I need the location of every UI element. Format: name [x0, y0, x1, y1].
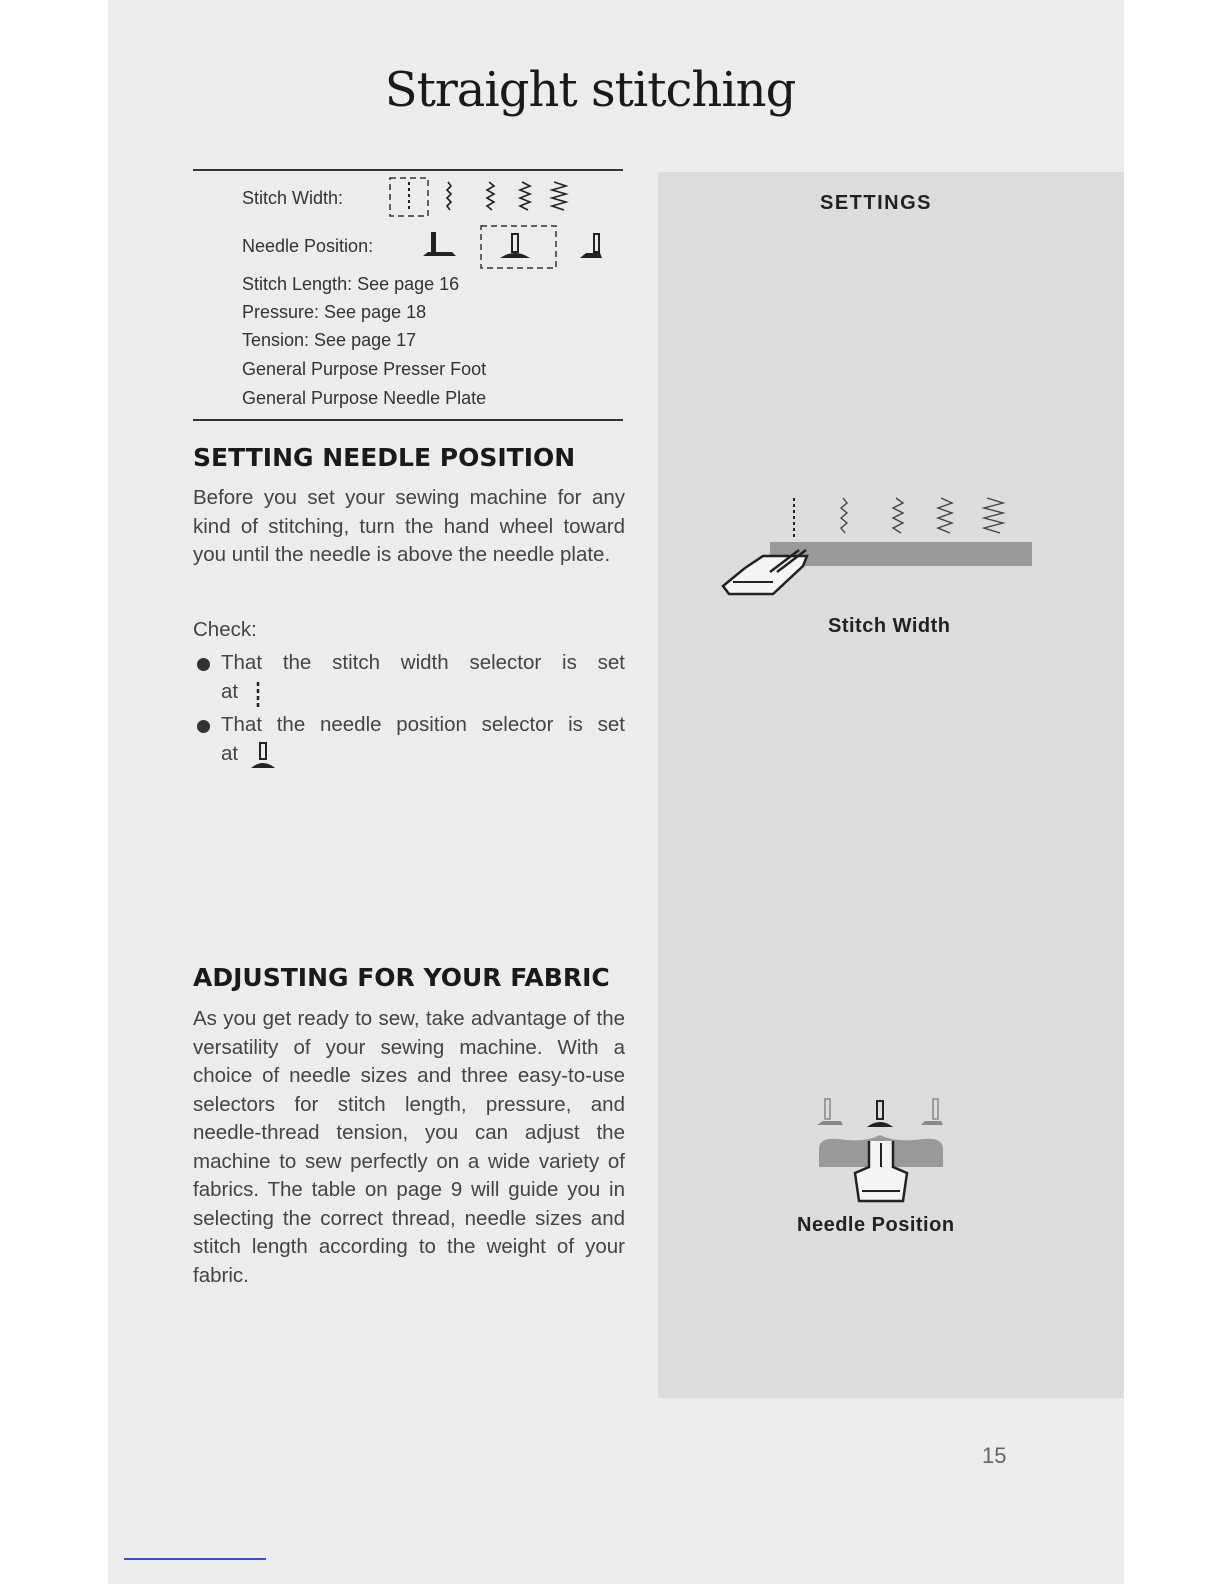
- top-rule: [193, 169, 623, 171]
- stitch-width-caption: Stitch Width: [828, 615, 951, 637]
- check-bullet-needle: [197, 711, 625, 740]
- bullet-needle-text: That the needle position selector is set: [221, 713, 625, 736]
- bullet-width-at: at: [221, 680, 239, 703]
- needle-position-caption: Needle Position: [797, 1214, 955, 1236]
- fabric-paragraph: As you get ready to sew, take advantage of the versatility of your sewing machine. With a choice of needle sizes and three easy-to-use selectors for stitch length, pressure, and needle-thread tension, you can adjust the machine to sew perfectly on a wide variety of fabrics. The table on page 9 will guide you in selecting the correct thread, needle sizes and stitch length according to the weight of your fabric.: [193, 1007, 625, 1287]
- bullet-needle-at: at: [221, 742, 239, 765]
- settings-heading: SETTINGS: [820, 192, 933, 214]
- zigzag-widest-icon: [984, 498, 1003, 533]
- stitch-width-illustration: [715, 490, 1035, 610]
- needle-position-heading: SETTING NEEDLE POSITION: [193, 443, 576, 472]
- needle-center-icon: [248, 740, 278, 772]
- needle-position-icons: [418, 222, 618, 272]
- zigzag-wide-icon: [938, 498, 952, 533]
- zigzag-narrow-icon: [841, 498, 847, 533]
- bullet-dot: [197, 720, 210, 733]
- needle-intro-paragraph: Before you set your sewing machine for any kind of stitching, turn the hand wheel toward you until the needle is above the needle plate.: [193, 486, 625, 566]
- needle-right-icon: [580, 234, 602, 258]
- needle-right-icon: [921, 1099, 943, 1125]
- zigzag-wide-icon: [520, 182, 530, 210]
- zigzag-medium-icon: [487, 182, 494, 210]
- stitch-width-label: Stitch Width:: [242, 188, 344, 208]
- stitch-width-icons: [386, 176, 591, 220]
- stitch-length-row: Stitch Length: See page 16: [242, 274, 460, 294]
- needle-plate-row: General Purpose Needle Plate: [242, 388, 487, 408]
- bottom-rule: [193, 419, 623, 421]
- needle-left-icon: [817, 1099, 843, 1125]
- bullet-width-text: That the stitch width selector is set: [221, 651, 625, 674]
- pressure-row: Pressure: See page 18: [242, 302, 427, 322]
- tension-row: Tension: See page 17: [242, 330, 417, 350]
- zigzag-narrow-icon: [447, 182, 451, 210]
- straight-stitch-icon: [252, 680, 264, 710]
- check-bullet-width: [197, 649, 625, 678]
- needle-position-label: Needle Position:: [242, 236, 374, 256]
- page-number: 15: [982, 1443, 1007, 1468]
- presser-foot-icon: [723, 550, 807, 594]
- bullet-dot: [197, 658, 210, 671]
- needle-center-icon: [500, 234, 530, 258]
- scan-edge-line: [124, 1558, 266, 1560]
- fabric-heading: ADJUSTING FOR YOUR FABRIC: [193, 963, 610, 992]
- needle-position-illustration: [815, 1095, 950, 1207]
- page-title: Straight stitching: [384, 62, 796, 118]
- zigzag-medium-icon: [893, 498, 903, 533]
- fabric-strip: [770, 542, 1032, 566]
- check-label: Check:: [193, 618, 257, 641]
- needle-center-icon: [867, 1101, 893, 1127]
- zigzag-widest-icon: [552, 182, 566, 210]
- needle-left-icon: [423, 232, 456, 256]
- presser-foot-row: General Purpose Presser Foot: [242, 359, 487, 379]
